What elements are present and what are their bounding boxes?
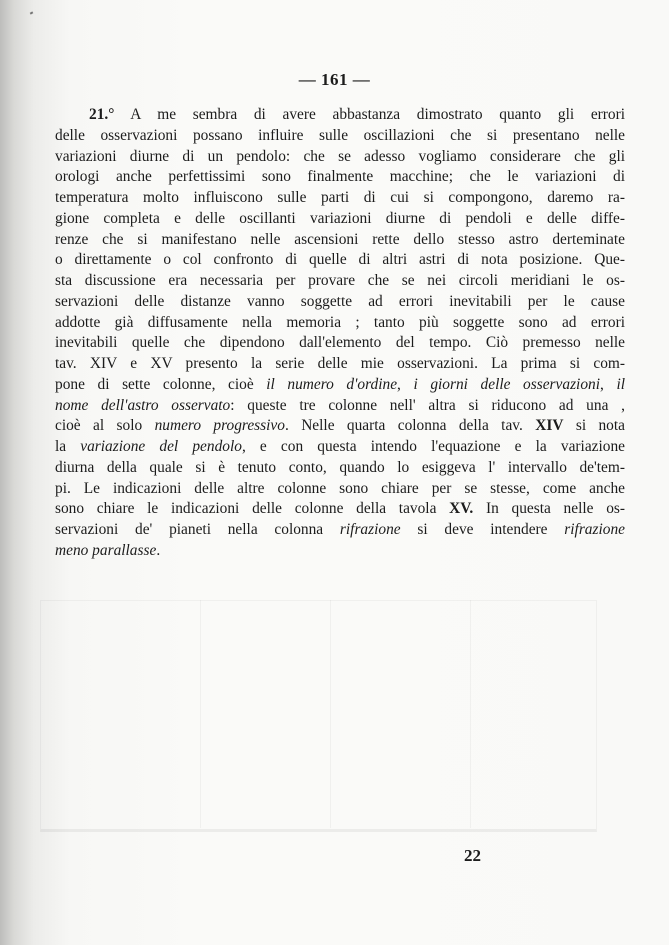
text-line: [55, 499, 625, 520]
text-line: [55, 105, 625, 126]
text-line: [55, 126, 625, 147]
text-run: ,: [600, 375, 617, 393]
text-run: servazioni delle distanze vanno soggette ad errori inevitabili per le cause: [55, 292, 625, 310]
text-line: [55, 167, 625, 188]
text-run: si deve intendere: [400, 521, 565, 538]
italic-term: meno parallasse: [55, 541, 157, 559]
italic-term: il: [616, 375, 626, 393]
text-run: delle osservazioni possano influire sulle oscillazioni che si presentano nelle: [55, 126, 625, 144]
text-run: o direttamente o col confronto di quelle di altri astri di nota posizione. Que-: [55, 251, 625, 269]
text-run: pi. Le indicazioni delle altre colonne sono chiare per se stesse, come anche: [55, 479, 625, 497]
text-line: [55, 147, 625, 168]
show-through-table-rule: [330, 600, 331, 828]
text-run: gione completa e delle oscillanti variazioni diurne di pendoli e delle diffe-: [55, 209, 625, 227]
text-line: [55, 458, 625, 479]
text-run: inevitabili quelle che dipendono dall'elemento del tempo. Ciò premesso nelle: [55, 334, 625, 352]
text-line: [55, 416, 625, 437]
show-through-table-frame: [40, 600, 597, 832]
text-run: cioè al solo: [55, 417, 155, 435]
text-run: renze che si manifestano nelle ascensioni rette dello stesso astro derteminate: [55, 230, 625, 248]
text-run: pone di sette colonne, cioè: [55, 375, 267, 393]
text-run: addotte già diffusamente nella memoria ; tanto più soggette sono ad errori: [55, 313, 625, 331]
text-line: [55, 520, 625, 541]
text-run: orologi anche perfettissimi sono finalmente macchine; che le variazioni di: [55, 168, 625, 186]
text-run: ,: [397, 375, 414, 393]
paper-speck: [30, 11, 34, 14]
text-run: A me sembra di avere abbastanza dimostrato quanto gli errori: [114, 106, 625, 123]
italic-term: numero progressivo: [154, 417, 285, 435]
text-line: [55, 209, 625, 230]
text-run: . Nelle quarta colonna della tav.: [284, 417, 536, 435]
text-run: la: [55, 438, 81, 455]
italic-term: rifrazione: [564, 521, 625, 538]
page-number-header: — 161 —: [298, 70, 371, 89]
text-line: [55, 271, 625, 292]
text-line: [55, 313, 625, 334]
text-run: tav. XIV e XV presento la serie delle mie osservazioni. La prima si com-: [55, 355, 625, 372]
show-through-table-rule: [470, 600, 471, 828]
text-line: [55, 354, 625, 375]
section-number: 21.°: [89, 106, 115, 123]
text-line: [55, 541, 625, 562]
italic-term: i giorni delle osservazioni: [413, 375, 601, 393]
signature-mark: 22: [464, 846, 481, 865]
text-line: [55, 396, 625, 417]
text-run: servazioni de' pianeti nella colonna: [55, 521, 340, 538]
text-run: In questa nelle os-: [473, 500, 626, 518]
table-reference: XV.: [449, 500, 474, 518]
text-run: diurna della quale si è tenuto conto, quando lo esiggeva l' intervallo de'tem-: [55, 458, 625, 476]
text-line: [55, 375, 625, 396]
text-run: .: [156, 541, 161, 559]
text-run: variazioni diurne di un pendolo: che se adesso vogliamo considerare che gli: [55, 147, 625, 165]
text-line: [55, 292, 625, 313]
text-run: : queste tre colonne nell' altra si riducono ad una ,: [230, 396, 625, 414]
italic-term: rifrazione: [339, 521, 401, 538]
text-line: [55, 250, 625, 271]
text-run: , e con questa intendo l'equazione e la variazione: [241, 438, 625, 455]
text-run: temperatura molto influiscono sulle parti di cui si compongono, daremo ra-: [55, 189, 625, 206]
body-paragraph: [55, 105, 625, 562]
italic-term: variazione del pendolo: [80, 438, 242, 455]
italic-term: nome dell'astro osservato: [55, 396, 231, 414]
text-line: [55, 479, 625, 500]
text-run: si nota: [563, 417, 625, 435]
text-line: [55, 333, 625, 354]
text-line: [55, 230, 625, 251]
italic-term: il numero d'ordine: [266, 375, 398, 393]
table-reference: XIV: [535, 417, 564, 435]
show-through-table-rule: [200, 600, 201, 828]
text-run: sta discussione era necessaria per provare che se nei circoli meridiani le os-: [55, 272, 625, 289]
text-line: [55, 188, 625, 209]
text-line: [55, 437, 625, 458]
text-run: sono chiare le indicazioni delle colonne della tavola: [55, 500, 450, 518]
